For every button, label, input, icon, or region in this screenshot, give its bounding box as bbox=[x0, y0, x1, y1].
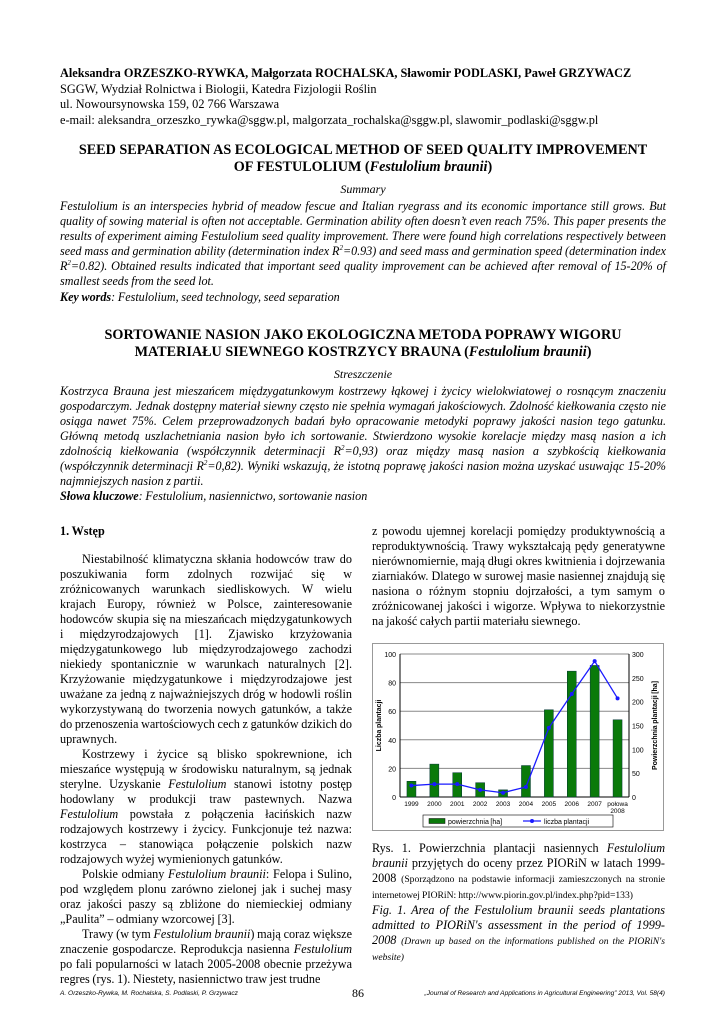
legend-label: powierzchnia [ha] bbox=[448, 819, 503, 827]
line-point bbox=[570, 692, 574, 696]
bar bbox=[613, 720, 622, 797]
bar bbox=[521, 766, 530, 797]
right-column bbox=[372, 524, 665, 965]
x-tick: 2003 bbox=[495, 801, 511, 809]
x-tick: 2008 bbox=[610, 808, 625, 816]
paragraph: Niestabilność klimatyczna skłania hodowców traw do poszukiwania form zdolnych rozwijać się w zróżnicowanych warunkach siedliskowych. W wielu krajach Europy, również w Polsce, zainteresowanie hodowców skupia się na mieszańcach międzygatunkowych i międzyrodzajowych [1]. Zjawisko krzyżowania międzygatunkowego lub międzyrodzajowego zachodzi niekiedy spontanicznie w warunkach naturalnych [2]. Krzyżowanie międzygatunkowe i międzyrodzajowe jest uważane za jedną z najważniejszych dróg w hodowli roślin wykorzystywaną do tworzenia nowych gatunków, a także do przenoszenia wartościowych cech z gatunków dzikich do uprawnych. bbox=[60, 552, 352, 747]
line-point bbox=[616, 697, 620, 701]
keywords-label-pl: Słowa kluczowe bbox=[60, 489, 139, 504]
figure-chart bbox=[372, 643, 664, 831]
y-tick-left: 100 bbox=[384, 652, 396, 660]
y-tick-right: 250 bbox=[632, 676, 644, 684]
x-tick: 2000 bbox=[427, 801, 442, 809]
summary-label: Summary bbox=[340, 182, 386, 196]
x-tick: 2002 bbox=[472, 801, 488, 809]
x-tick: połowa bbox=[607, 801, 628, 809]
y-tick-right: 50 bbox=[632, 771, 640, 779]
x-tick: 2004 bbox=[518, 801, 534, 809]
paragraph: Kostrzewy i życice są blisko spokrewnione, ich mieszańce występują w środowisku naturalnym, są jednak sterylne. Uzyskanie Festulolium stanowi istotny postęp hodowlany w produkcji traw pastewnych. Nazwa Festulolium powstała z połączenia łacińskich nazw rodzajowych kostrzewy i życicy. Funkcjonuje też nazwa: kostrzyca – stanowiąca połączenie polskich nazw rodzajowych wyżej wymienionych gatunków. bbox=[60, 747, 352, 867]
y-label-right: Powierzchnia plantacji [ha] bbox=[652, 681, 659, 771]
email: e-mail: aleksandra_orzeszko_rywka@sggw.pl, malgorzata_rochalska@sggw.pl, slawomir_podlaski@sggw.pl bbox=[60, 112, 599, 127]
footer-authors: A. Orzeszko-Rywka, M. Rochalska, S. Podlaski, P. Grzywacz bbox=[60, 990, 238, 997]
x-tick: 2007 bbox=[587, 801, 602, 809]
affiliation: SGGW, Wydział Rolnictwa i Biologii, Katedra Fizjologii Roślin bbox=[60, 81, 377, 96]
y-tick-right: 150 bbox=[632, 723, 644, 731]
page-content bbox=[60, 66, 666, 987]
x-tick: 2006 bbox=[564, 801, 579, 809]
line-point bbox=[478, 788, 482, 792]
paragraph: Trawy (w tym Festulolium braunii) mają coraz większe znaczenie gospodarcze. Reprodukcja nasienna Festulolium po fali popularności w latach 2005-2008 obecnie przeżywa regres (rys. 1). Niestety, nasiennictwo traw jest trudne bbox=[60, 927, 352, 987]
line-series bbox=[411, 662, 617, 794]
author-block bbox=[60, 66, 666, 128]
keywords-label: Key words bbox=[60, 289, 112, 304]
y-tick-right: 100 bbox=[632, 747, 644, 755]
paragraph: z powodu ujemnej korelacji pomiędzy produktywnością a reproduktywnością. Trawy wykształcają pędy generatywne nierównomiernie, mają długi okres kwitnienia i dojrzewania ziarniaków. Dlatego w surowej masie nasiennej znajdują się nasiona o różnym stopniu dojrzałości, a tym samym o zróżnicowanej jakości i wigorze. Wpływa to niekorzystnie na jakość całych partii materiału siewnego. bbox=[372, 524, 665, 629]
line-point bbox=[501, 791, 505, 795]
y-tick-right: 200 bbox=[632, 700, 644, 708]
left-column bbox=[60, 524, 352, 987]
chart-svg bbox=[373, 644, 663, 830]
x-tick: 1999 bbox=[404, 801, 419, 809]
streszczenie-label: Streszczenie bbox=[333, 366, 393, 381]
line-point bbox=[593, 660, 597, 664]
english-title: SEED SEPARATION AS ECOLOGICAL METHOD OF SEED QUALITY IMPROVEMENT OF FESTULOLIUM (Festulolium braunii) bbox=[78, 142, 648, 175]
x-tick: 2001 bbox=[450, 801, 465, 809]
line-point bbox=[409, 784, 413, 788]
y-tick-left: 40 bbox=[388, 738, 396, 746]
two-column-body bbox=[60, 524, 666, 987]
keywords-pl: : Festulolium, nasiennictwo, sortowanie nasion bbox=[138, 489, 368, 504]
y-tick-right: 300 bbox=[632, 652, 644, 660]
paragraph: Polskie odmiany Festulolium braunii: Felopa i Sulino, pod względem plonu zarówno zielonej jak i suchej masy oraz jakości paszy są zbliżone do niemieckiej odmiany „Paulita” – odmiany wzorcowej [3]. bbox=[60, 867, 352, 927]
polish-title: SORTOWANIE NASION JAKO EKOLOGICZNA METODA POPRAWY WIGORU MATERIAŁU SIEWNEGO KOSTRZYCY BRAUNA (Festulolium braunii) bbox=[104, 326, 622, 360]
figure-caption: Rys. 1. Powierzchnia plantacji nasiennych Festulolium braunii przyjętych do oceny przez PIORiN w latach 1999-2008 (Sporządzono na podstawie informacji zamieszczonych na stronie internetowej PIORiN: http://www.piorin.gov.pl/index.php?pid=133) Fig. 1. Area of the Festulolium braunii seeds plantations admitted to PIORiN's assessment in the period of 1999-2008 (Drawn up based on the informations published on the PIORiN's website) bbox=[372, 841, 666, 964]
y-tick-right: 0 bbox=[632, 795, 636, 803]
line-point bbox=[524, 785, 528, 789]
legend-swatch-bar bbox=[429, 819, 445, 824]
legend-marker bbox=[530, 819, 534, 823]
bar bbox=[590, 666, 599, 798]
y-tick-left: 80 bbox=[388, 681, 396, 689]
authors: Aleksandra ORZESZKO-RYWKA, Małgorzata ROCHALSKA, Sławomir PODLASKI, Paweł GRZYWACZ bbox=[60, 66, 632, 80]
section-heading: 1. Wstęp bbox=[60, 524, 105, 539]
x-tick: 2005 bbox=[541, 801, 557, 809]
page-number: 86 bbox=[352, 986, 364, 1000]
y-tick-left: 20 bbox=[388, 766, 396, 774]
legend-label: liczba plantacji bbox=[544, 819, 590, 827]
line-point bbox=[547, 726, 551, 730]
y-label-left: Liczba plantacji bbox=[376, 700, 383, 752]
english-abstract: Festulolium is an interspecies hybrid of meadow fescue and Italian ryegrass and its economic importance still grows. But quality of sowing material is often not acceptable. Germination ability often doesn’t even reach 75%. This paper presents the results of experiment aiming Festulolium seed quality improvement. There were found high correlations respectively between seed mass and germination ability (determination index $R^2=0.93$) and seed mass and germination speed (determination index $R^2=0.82$). Obtained results indicated that important seed quality improvement can be achieved after removal of 15-20% of smallest seeds from the seed lot. Key words: Festulolium, seed technology, seed separation bbox=[60, 199, 666, 304]
y-tick-left: 0 bbox=[392, 795, 396, 803]
bar bbox=[430, 765, 439, 798]
line-point bbox=[432, 783, 436, 787]
polish-abstract: Kostrzyca Brauna jest mieszańcem międzygatunkowym kostrzewy łąkowej i życicy wielokwiatowej o rosnącym znaczeniu gospodarczym. Jednak dostępny materiał siewny często nie spełnia wymagań jakościowych. Zdolność kiełkowania często nie osiąga nawet 75%. Celem przeprowadzonych badań było opracowanie metodyki poprawy jakości nasion tego gatunku. Główną metodą uszlachetniania nasion było ich sortowanie. Stwierdzono wysokie korelacje między masą nasion a ich zdolnością kiełkowania (współczynnik determinacji $R^2=0,93$) oraz między masą nasion a szybkością kiełkowania (współczynnik determinacji $R^2=0,82$). Wyniki wskazują, że istotną poprawę jakości nasion można uzyskać usuwając 15-20% najmniejszych nasion z partii. Słowa kluczowe: Festulolium, nasiennictwo, sortowanie nasion bbox=[60, 383, 666, 504]
footer-journal: „Journal of Research and Applications in Agricultural Engineering” 2013, Vol. 58(4) bbox=[424, 990, 665, 997]
keywords: : Festulolium, seed technology, seed separation bbox=[111, 289, 340, 304]
y-tick-left: 60 bbox=[388, 709, 396, 717]
line-point bbox=[455, 783, 459, 787]
address: ul. Nowoursynowska 159, 02 766 Warszawa bbox=[60, 97, 280, 111]
